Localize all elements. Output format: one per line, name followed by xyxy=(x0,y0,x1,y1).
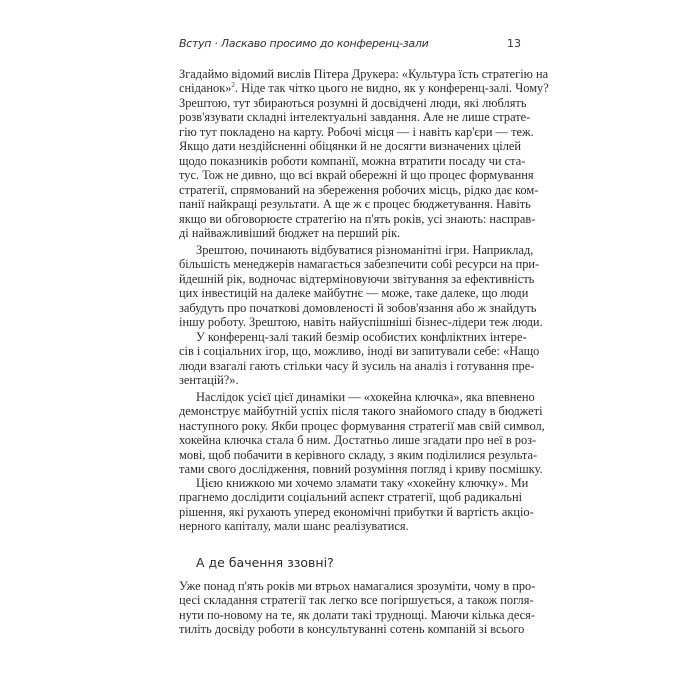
text-line: іншу роботу. Зрештою, навіть найуспішніші бізнес-лідери теж люди. xyxy=(179,315,543,329)
text-line: забудуть про початкові домовленості й зобов'язання або ж знайдуть xyxy=(179,300,537,315)
text-line: наступного року. Якби процес формування стратегії мав свій символ, xyxy=(179,418,545,433)
text-line: Наслідок усієї цієї динаміки — «хокейна ключка», яка впевнено xyxy=(196,389,535,404)
text-line: демонструє майбутній успіх після такого знайомого спаду в бюджеті xyxy=(179,404,543,418)
text-line: якщо ви обговорюєте стратегію на п'ять років, усі знають: насправ- xyxy=(179,211,536,226)
text-line: цих інвестицій на далеке майбутнє — може, таке далеке, що люди xyxy=(179,286,529,300)
text-line: тиліть досвіду роботи в консультуванні сотень компаній зі всього xyxy=(179,622,525,636)
text-line: стратегії, спрямований на збереження робочих місць, рідко дає ком- xyxy=(179,182,539,197)
text-line: розв'язувати складні інтелектуальні завдання. Але не лише страте- xyxy=(179,110,531,124)
section-heading: А де бачення ззовні? xyxy=(196,555,334,570)
text-line: нути по-новому на те, як долати такі труднощі. Маючи кілька деся- xyxy=(179,607,535,622)
text-line: Зрештою, тут збираються розумні й досвідчені люди, які люблять xyxy=(179,95,527,110)
text-line: тами свого дослідження, повний розуміння погляд і криву посмішку. xyxy=(179,462,543,476)
text-line: цесі складання стратегії так легко все погіршується, а також погля- xyxy=(179,593,534,607)
text-line: прагнемо дослідити соціальний аспект стратегії, щоб радикальні xyxy=(179,490,523,504)
text-line: ді найважливіший бюджет на перший рік. xyxy=(179,226,401,240)
text-line xyxy=(179,81,549,96)
text-fragment: . Ніде так чітко цього не видно, як у конференц-залі. Чому? xyxy=(234,81,549,95)
text-line: сів і соціальних ігор, що, можливо, іноді ви запитували себе: «Нащо xyxy=(179,344,540,358)
text-line: Уже понад п'ять років ми втрьох намагалися зрозуміти, чому в про- xyxy=(179,578,536,593)
text-line: Якщо дати нездійсненні обіцянки й не досягти визначених цілей xyxy=(179,139,522,153)
page-number: 13 xyxy=(507,37,521,50)
text-line: Згадаймо відомий вислів Пітера Друкера: «Культура їсть стратегію на xyxy=(179,66,549,81)
text-line: рішення, які рухають уперед економічні прибутки й вартість акціо- xyxy=(179,504,534,519)
running-header-title: Вступ · Ласкаво просимо до конференц-зали xyxy=(179,37,429,50)
text-line: щодо показників роботи компанії, можна втратити посаду чи ста- xyxy=(179,153,526,168)
text-line: зентацій?». xyxy=(179,373,239,387)
footnote-marker[interactable]: 2 xyxy=(231,81,235,89)
text-line: Цією книжкою ми хочемо зламати таку «хокейну ключку». Ми xyxy=(196,475,529,490)
text-line: У конференц-залі такий безмір особистих конфліктних інтере- xyxy=(196,329,527,344)
text-line: панії найкращі результати. А ще ж є процес бюджетування. Навіть xyxy=(179,197,531,211)
text-line: гію тут покладено на карту. Робочі місця — і навіть кар'єри — теж. xyxy=(179,124,534,139)
text-line: більшість менеджерів намагається забезпечити собі ресурси на при- xyxy=(179,257,540,271)
text-fragment: сніданок» xyxy=(179,81,232,95)
text-line: люди взагалі гають стільки часу й зусиль на аналіз і готування пре- xyxy=(179,358,535,373)
text-line: тус. Тож не дивно, що всі вкрай обережні й що процес формування xyxy=(179,168,534,182)
text-line: нерного капіталу, мали шанс реалізуватися. xyxy=(179,519,409,533)
text-line: йдешній рік, водночас відтерміновуючи звітування за ефективність xyxy=(179,271,535,286)
text-line: Зрештою, починають відбуватися різноманітні ігри. Наприклад, xyxy=(196,242,534,257)
text-line: мові, щоб побачити в керівного складу, з яким поділилися результа- xyxy=(179,447,538,462)
text-line: хокейна ключка стала б ним. Достатньо лише згадати про неї в роз- xyxy=(179,433,537,447)
